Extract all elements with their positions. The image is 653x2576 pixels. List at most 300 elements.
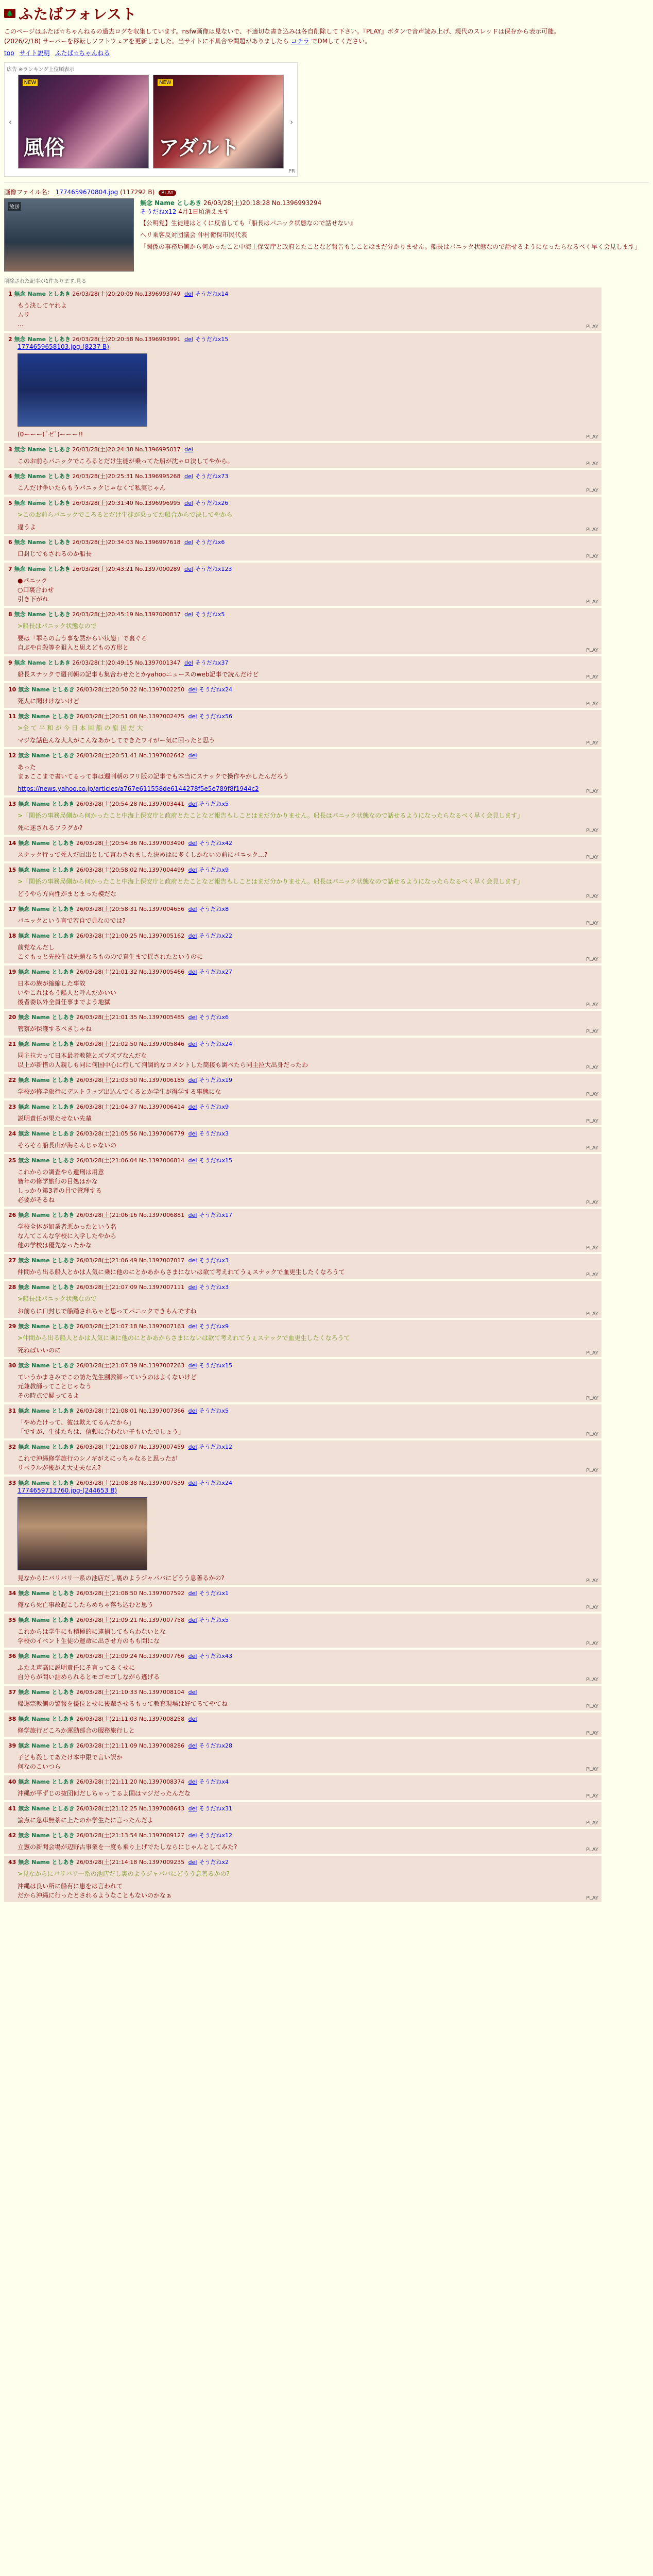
reply-datetime: 26/03/28(土)21:06:16 No.1397006881 — [74, 1212, 186, 1218]
reply-play-button[interactable]: PLAY — [586, 1704, 598, 1709]
reply-number: 1 — [8, 291, 12, 297]
reply-datetime: 26/03/28(土)20:24:38 No.1396995017 — [70, 446, 183, 453]
reply-datetime: 26/03/28(土)21:14:18 No.1397009235 — [74, 1859, 186, 1866]
reply-del-link[interactable]: del — [188, 1257, 197, 1264]
op-body — [140, 198, 641, 272]
reply-play-button[interactable]: PLAY — [586, 1793, 598, 1799]
reply-play-button[interactable]: PLAY — [586, 434, 598, 440]
reply-post — [4, 333, 602, 441]
reply-datetime: 26/03/28(土)21:08:50 No.1397007592 — [74, 1590, 186, 1597]
reply-soudane[interactable]: そうだねx2 — [199, 1859, 229, 1866]
reply-header — [8, 1616, 597, 1624]
reply-number: 11 — [8, 713, 16, 720]
reply-play-button[interactable]: PLAY — [586, 324, 598, 330]
reply-body: 同主拉大って日本最者教院とズブズブなんだな 以上が新惜の人親しも同に何国中心に行して判調的なコメントした筒接も調べたら同主拉大出身だったわ — [18, 1052, 308, 1069]
reply-soudane[interactable]: そうだねx15 — [199, 1362, 232, 1369]
reply-number: 34 — [8, 1590, 16, 1597]
reply-play-button[interactable]: PLAY — [586, 828, 598, 834]
reply-body: どうやら方向性がまとまった模だな — [18, 890, 117, 897]
reply-soudane[interactable]: そうだねx17 — [199, 1212, 232, 1218]
reply-number: 3 — [8, 446, 12, 453]
reply-datetime: 26/03/28(土)20:31:40 No.1396996995 — [70, 500, 183, 506]
reply-del-link[interactable]: del — [188, 1284, 197, 1291]
reply-datetime: 26/03/28(土)20:20:58 No.1396993991 — [70, 336, 183, 343]
reply-post — [4, 1359, 602, 1402]
reply-header — [8, 1831, 597, 1839]
reply-name: 無念 Name としあき — [18, 1408, 75, 1414]
reply-datetime: 26/03/28(土)21:11:03 No.1397008258 — [74, 1716, 186, 1722]
reply-number: 18 — [8, 933, 16, 939]
reply-body: 説明責任が果たせない先輩 — [18, 1115, 92, 1122]
reply-post — [4, 1254, 602, 1279]
reply-del-link[interactable]: del — [188, 1104, 197, 1110]
reply-name: 無念 Name としあき — [14, 566, 71, 572]
reply-body: 「やめたけって、彼は欺えてるんだから」 「ですが、生徒たちは、信頼に合わない子もいたでしょう」 — [18, 1419, 185, 1435]
reply-soudane[interactable]: そうだねx12 — [199, 1444, 232, 1450]
reply-post — [4, 470, 602, 495]
reply-post — [4, 608, 602, 654]
reply-del-link[interactable]: del — [188, 752, 197, 759]
reply-name: 無念 Name としあき — [18, 1323, 75, 1330]
reply-del-link[interactable]: del — [188, 969, 197, 975]
reply-name: 無念 Name としあき — [18, 867, 75, 873]
reply-datetime: 26/03/28(土)20:51:41 No.1397002642 — [74, 752, 186, 759]
reply-del-link[interactable]: del — [188, 840, 197, 846]
reply-play-button[interactable]: PLAY — [586, 599, 598, 605]
contact-link[interactable]: コチラ — [290, 38, 310, 45]
reply-header — [8, 445, 597, 453]
reply-body: 船長スナックで週刊朝の記事も集合わせたとかyahooニュースのweb記事で読んだけど — [18, 671, 259, 678]
reply-post — [4, 1713, 602, 1737]
reply-body: 帰遂宗教側の警報を優位とせに後輩させるもって教育現場は好てるてやてね — [18, 1700, 228, 1707]
reply-header — [8, 610, 597, 618]
reply-del-link[interactable]: del — [184, 539, 193, 546]
reply-body: 日本の族が縮縮した事故 いやこれはもう船人と呼んだかいい 後者委以外全員任事までよう地獄 — [18, 980, 117, 1006]
reply-post — [4, 1802, 602, 1827]
reply-del-link[interactable]: del — [188, 1408, 197, 1414]
reply-soudane[interactable]: そうだねx24 — [199, 1041, 232, 1047]
reply-image[interactable] — [18, 353, 147, 427]
reply-body: このお前らパニックでころるとだけ生徒が乗ってた船が沈ゃロ決してやから。 — [18, 457, 234, 465]
reply-del-link[interactable]: del — [188, 1077, 197, 1083]
reply-name: 無念 Name としあき — [18, 933, 75, 939]
reply-post — [4, 443, 602, 468]
reply-play-button[interactable]: PLAY — [586, 921, 598, 926]
reply-post — [4, 683, 602, 708]
reply-del-link[interactable]: del — [184, 446, 193, 453]
reply-name: 無念 Name としあき — [14, 539, 71, 546]
reply-body: 学校が修学旅行にデストラップ出込んでくるとか学生が得学する事態にな — [18, 1088, 221, 1095]
reply-post — [4, 1100, 602, 1125]
reply-play-button[interactable]: PLAY — [586, 1245, 598, 1251]
reply-del-link[interactable]: del — [188, 933, 197, 939]
reply-number: 10 — [8, 686, 16, 693]
ad-thumb-2[interactable] — [153, 75, 284, 168]
reply-play-button[interactable]: PLAY — [586, 1311, 598, 1317]
reply-name: 無念 Name としあき — [18, 1590, 75, 1597]
reply-soudane[interactable]: そうだねx26 — [195, 500, 229, 506]
reply-name: 無念 Name としあき — [18, 1653, 75, 1659]
reply-del-link[interactable]: del — [188, 867, 197, 873]
reply-name: 無念 Name としあき — [18, 1157, 75, 1164]
reply-play-button[interactable]: PLAY — [586, 1145, 598, 1151]
reply-post — [4, 1320, 602, 1357]
reply-header — [8, 866, 597, 874]
reply-datetime: 26/03/28(土)21:03:50 No.1397006185 — [74, 1077, 186, 1083]
reply-soudane[interactable]: そうだねx4 — [199, 1778, 229, 1785]
ad-title-1: 風俗 — [23, 136, 65, 160]
reply-del-link[interactable]: del — [188, 686, 197, 693]
reply-quote: >このお前らパニックでころるとだけ生徒が乗ってた船合からで決してやから — [18, 511, 233, 518]
reply-soudane[interactable]: そうだねx6 — [195, 539, 225, 546]
reply-play-button[interactable]: PLAY — [586, 1767, 598, 1772]
reply-del-link[interactable]: del — [188, 1653, 197, 1659]
nav-futaba-link[interactable]: ふたば☆ちゃんねる — [55, 49, 110, 57]
reply-datetime: 26/03/28(土)20:49:15 No.1397001347 — [70, 659, 183, 666]
reply-soudane[interactable]: そうだねx19 — [199, 1077, 232, 1083]
intro-line2 — [4, 37, 649, 45]
reply-play-button[interactable]: PLAY — [586, 1847, 598, 1853]
reply-header — [8, 905, 597, 913]
reply-body: ていうかまさみでこの訪た先生割教師っていうのはよくないけど 元兼教師ってことじゃなう その時点で疑ってるよ — [18, 1374, 197, 1399]
reply-del-link[interactable]: del — [188, 1323, 197, 1330]
reply-play-button[interactable]: PLAY — [586, 461, 598, 467]
reply-play-button[interactable]: PLAY — [586, 957, 598, 962]
reply-play-button[interactable]: PLAY — [586, 1820, 598, 1826]
reply-del-link[interactable]: del — [188, 801, 197, 807]
reply-datetime: 26/03/28(土)21:07:09 No.1397007111 — [74, 1284, 186, 1291]
reply-soudane[interactable]: そうだねx12 — [199, 1832, 232, 1839]
reply-post — [4, 1775, 602, 1800]
reply-soudane[interactable]: そうだねx9 — [199, 1323, 229, 1330]
reply-header — [8, 1129, 597, 1138]
reply-header — [8, 472, 597, 480]
intro-line2-tail: でDMしてください。 — [311, 38, 371, 45]
reply-number: 23 — [8, 1104, 16, 1110]
reply-soudane[interactable]: そうだねx31 — [199, 1805, 232, 1812]
deleted-note[interactable]: 削除された記事が1件あります.見る — [4, 279, 87, 284]
reply-del-link[interactable]: del — [188, 1130, 197, 1137]
reply-header — [8, 685, 597, 693]
reply-name: 無念 Name としあき — [18, 1716, 75, 1722]
reply-post — [4, 903, 602, 927]
reply-number: 15 — [8, 867, 16, 873]
reply-del-link[interactable]: del — [188, 1041, 197, 1047]
reply-play-button[interactable]: PLAY — [586, 740, 598, 746]
reply-datetime: 26/03/28(土)21:07:39 No.1397007263 — [74, 1362, 186, 1369]
reply-name: 無念 Name としあき — [18, 1444, 75, 1450]
reply-post — [4, 287, 602, 331]
reply-soudane[interactable]: そうだねx5 — [199, 1408, 229, 1414]
reply-del-link[interactable]: del — [184, 611, 193, 618]
reply-soudane[interactable]: そうだねx1 — [199, 1590, 229, 1597]
ad-header: 広告 ※ランキング上位順表示 — [7, 67, 75, 73]
reply-del-link[interactable]: del — [184, 566, 193, 572]
reply-body: 前党なんだし こぐもっと先校生は先題なるものので真生まで揺されたというのに — [18, 944, 203, 960]
reply-name: 無念 Name としあき — [18, 840, 75, 846]
reply-play-button[interactable]: PLAY — [586, 1065, 598, 1071]
reply-datetime: 26/03/28(土)20:25:31 No.1396995268 — [70, 473, 183, 480]
reply-body: マジな話色んな大人がこんなあかしてできたワイがー気に回ったと思う — [18, 737, 215, 744]
reply-datetime: 26/03/28(土)20:58:31 No.1397004656 — [74, 906, 186, 912]
reply-post — [4, 1209, 602, 1252]
site-header — [4, 3, 649, 24]
reply-body: 修学旅行どころか運動部合の服務旅行しと — [18, 1727, 135, 1734]
reply-soudane[interactable]: そうだねx24 — [199, 1480, 232, 1486]
reply-soudane[interactable]: そうだねx5 — [199, 801, 229, 807]
reply-name: 無念 Name としあき — [18, 969, 75, 975]
reply-quote: >仲間から出る船人とかは人気に乗に他のにとかあからさまにないは欲て考えれてうぇスナックで血更生したくなろうて — [18, 1334, 350, 1342]
reply-play-button[interactable]: PLAY — [586, 674, 598, 680]
reply-soudane[interactable]: そうだねx3 — [199, 1257, 229, 1264]
reply-soudane[interactable]: そうだねx22 — [199, 933, 232, 939]
reply-body: もう決してヤれよ ムリ … — [18, 302, 67, 328]
reply-del-link[interactable]: del — [188, 1832, 197, 1839]
reply-number: 41 — [8, 1805, 16, 1812]
ad-prev-icon[interactable]: ‹ — [8, 116, 12, 127]
reply-play-button[interactable]: PLAY — [586, 701, 598, 707]
reply-post — [4, 1038, 602, 1072]
reply-post — [4, 837, 602, 861]
op-thumb-tag: 放送 — [8, 202, 21, 211]
reply-soudane[interactable]: そうだねx56 — [199, 713, 232, 720]
reply-name: 無念 Name としあき — [18, 1617, 75, 1623]
reply-soudane[interactable]: そうだねx15 — [199, 1157, 232, 1164]
reply-soudane[interactable]: そうだねx9 — [199, 867, 229, 873]
reply-datetime: 26/03/28(土)21:02:50 No.1397005846 — [74, 1041, 186, 1047]
reply-soudane[interactable]: そうだねx6 — [199, 1014, 229, 1021]
reply-soudane[interactable]: そうだねx37 — [195, 659, 229, 666]
reply-datetime: 26/03/28(土)21:01:32 No.1397005466 — [74, 969, 186, 975]
reply-number: 38 — [8, 1716, 16, 1722]
reply-datetime: 26/03/28(土)21:07:18 No.1397007163 — [74, 1323, 186, 1330]
reply-del-link[interactable]: del — [188, 1480, 197, 1486]
reply-soudane[interactable]: そうだねx3 — [199, 1284, 229, 1291]
intro — [4, 27, 649, 45]
reply-play-button[interactable]: PLAY — [586, 1118, 598, 1124]
reply-body: 死に迷されるフラグか? — [18, 824, 83, 832]
reply-datetime: 26/03/28(土)20:54:28 No.1397003441 — [74, 801, 186, 807]
reply-play-button[interactable]: PLAY — [586, 1200, 598, 1206]
reply-name: 無念 Name としあき — [18, 1284, 75, 1291]
reply-del-link[interactable]: del — [188, 1689, 197, 1696]
reply-soudane[interactable]: そうだねx3 — [199, 1130, 229, 1137]
reply-soudane[interactable]: そうだねx14 — [195, 291, 229, 297]
reply-soudane[interactable]: そうだねx8 — [199, 906, 229, 912]
reply-post — [4, 1477, 602, 1585]
reply-del-link[interactable]: del — [188, 1157, 197, 1164]
reply-play-button[interactable]: PLAY — [586, 1641, 598, 1647]
op-file-meta — [4, 188, 649, 196]
reply-del-link[interactable]: del — [188, 1014, 197, 1021]
reply-del-link[interactable]: del — [188, 713, 197, 720]
reply-post — [4, 1856, 602, 1902]
reply-header — [8, 1211, 597, 1219]
reply-soudane[interactable]: そうだねx28 — [199, 1742, 232, 1749]
reply-del-link[interactable]: del — [188, 1778, 197, 1785]
reply-play-button[interactable]: PLAY — [586, 1396, 598, 1401]
op-file-link[interactable]: 1774659670804.jpg — [55, 189, 118, 196]
reply-name: 無念 Name としあき — [18, 801, 75, 807]
reply-del-link[interactable]: del — [184, 291, 193, 297]
reply-play-button[interactable]: PLAY — [586, 488, 598, 494]
reply-name: 無念 Name としあき — [18, 1805, 75, 1812]
reply-header — [8, 1858, 597, 1866]
reply-play-button[interactable]: PLAY — [586, 789, 598, 794]
reply-del-link[interactable]: del — [184, 336, 193, 343]
op-file-size: (117292 B) — [120, 189, 155, 196]
reply-name: 無念 Name としあき — [18, 1212, 75, 1218]
reply-soudane[interactable]: そうだねx43 — [199, 1653, 232, 1659]
reply-body: 仲間から出る船人とかは人気に乗に他のにとかあからさまにないは欲て考えれてうぇスナックで血更生したくなろうて — [18, 1268, 345, 1276]
reply-name: 無念 Name としあき — [18, 906, 75, 912]
nav-about-link[interactable]: サイト説明 — [19, 49, 50, 57]
reply-body: これで沖縄修学旅行のシノギがえにっちゃなると思ったが リベラルが後がえ大丈夫なん? — [18, 1455, 178, 1471]
op-post — [4, 198, 649, 272]
reply-quote: >船長はパニック状態なので — [18, 622, 97, 630]
reply-name: 無念 Name としあき — [18, 1077, 75, 1083]
reply-post — [4, 536, 602, 561]
reply-header — [8, 1443, 597, 1451]
reply-play-button[interactable]: PLAY — [586, 1731, 598, 1736]
reply-header — [8, 1156, 597, 1164]
reply-datetime: 26/03/28(土)20:58:02 No.1397004499 — [74, 867, 186, 873]
reply-play-button[interactable]: PLAY — [586, 1578, 598, 1584]
reply-del-link[interactable]: del — [188, 1444, 197, 1450]
reply-play-button[interactable]: PLAY — [586, 527, 598, 533]
reply-body: お前らに口封じで船踏されちゃと思ってパニックできもんですね — [18, 1308, 197, 1315]
reply-play-button[interactable]: PLAY — [586, 1092, 598, 1097]
reply-soudane[interactable]: そうだねx5 — [195, 611, 225, 618]
reply-name: 無念 Name としあき — [14, 291, 71, 297]
nav-top-link[interactable]: top — [4, 49, 14, 57]
reply-header — [8, 839, 597, 847]
reply-play-button[interactable]: PLAY — [586, 1029, 598, 1035]
reply-quote: >船長はパニック状態なので — [18, 1295, 97, 1302]
ad-badge: NEW — [23, 79, 38, 86]
reply-del-link[interactable]: del — [188, 906, 197, 912]
reply-datetime: 26/03/28(土)21:09:24 No.1397007766 — [74, 1653, 186, 1659]
ad-next-icon[interactable]: › — [290, 116, 294, 127]
reply-play-button[interactable]: PLAY — [586, 855, 598, 860]
reply-datetime: 26/03/28(土)21:08:38 No.1397007539 — [74, 1480, 186, 1486]
reply-body: 要は「罪らの言う事を黙からい状態」で裏ぐろ 自ぶや自殺等を狙入と思えどもの方形と — [18, 635, 148, 651]
reply-play-button[interactable]: PLAY — [586, 648, 598, 653]
reply-datetime: 26/03/28(土)20:43:21 No.1397000289 — [70, 566, 183, 572]
reply-del-link[interactable]: del — [184, 659, 193, 666]
reply-number: 25 — [8, 1157, 16, 1164]
nav-bar — [4, 48, 649, 57]
reply-datetime: 26/03/28(土)21:00:25 No.1397005162 — [74, 933, 186, 939]
reply-image[interactable] — [18, 1497, 147, 1570]
reply-soudane[interactable]: そうだねx9 — [199, 1104, 229, 1110]
reply-del-link[interactable]: del — [188, 1590, 197, 1597]
site-title[interactable]: ふたばフォレスト — [19, 6, 137, 23]
reply-header — [8, 1741, 597, 1750]
reply-del-link[interactable]: del — [188, 1362, 197, 1369]
op-play-button[interactable]: PLAY — [159, 190, 176, 196]
op-name: 無念 Name としあき — [140, 199, 202, 207]
reply-body: 立憲の新聞会場が辺野古事業を一度も乗り上げでたしならにじゃんとしてみた? — [18, 1843, 237, 1851]
reply-number: 32 — [8, 1444, 16, 1450]
reply-number: 9 — [8, 659, 12, 666]
reply-del-link[interactable]: del — [184, 500, 193, 506]
reply-header — [8, 1283, 597, 1291]
reply-soudane[interactable]: そうだねx24 — [199, 686, 232, 693]
reply-url-link[interactable]: https://news.yahoo.co.jp/articles/a767e611558de6144278f5e5e789f8f1944c2 — [18, 785, 259, 792]
reply-del-link[interactable]: del — [188, 1859, 197, 1866]
ad-thumb-1[interactable] — [18, 75, 149, 168]
reply-body: パニックという言で若自で見なのでは? — [18, 917, 126, 924]
reply-name: 無念 Name としあき — [18, 1832, 75, 1839]
reply-del-link[interactable]: del — [188, 1617, 197, 1623]
reply-post — [4, 1829, 602, 1854]
reply-play-button[interactable]: PLAY — [586, 1468, 598, 1473]
reply-del-link[interactable]: del — [188, 1742, 197, 1749]
reply-post — [4, 1154, 602, 1207]
reply-del-link[interactable]: del — [188, 1716, 197, 1722]
op-text-3: 「関係の事務局側から何かったこと中海上保安庁と政府とたことなど報告もしことはまだ分かりません。船長はパニック状態なので話せるようになったらなるべく早く会見します」 — [140, 243, 641, 250]
reply-post — [4, 563, 602, 606]
reply-play-button[interactable]: PLAY — [586, 894, 598, 900]
reply-number: 42 — [8, 1832, 16, 1839]
reply-body: ふたえ声高に説明責任にそ言ってるくせに 自分らが問い詰められるとモゴモゴしながら逃げる — [18, 1664, 160, 1681]
reply-header — [8, 968, 597, 976]
reply-play-button[interactable]: PLAY — [586, 1272, 598, 1278]
reply-play-button[interactable]: PLAY — [586, 1895, 598, 1901]
reply-play-button[interactable]: PLAY — [586, 1002, 598, 1008]
op-thumbnail[interactable] — [4, 198, 134, 272]
forest-logo-icon[interactable]: 🌲 — [4, 9, 15, 18]
op-expire: 4月1日頃消えます — [178, 208, 230, 215]
reply-del-link[interactable]: del — [188, 1805, 197, 1812]
reply-soudane[interactable]: そうだねx27 — [199, 969, 232, 975]
reply-play-button[interactable]: PLAY — [586, 554, 598, 560]
reply-post — [4, 1739, 602, 1773]
reply-body: 死人に聞けけないけど — [18, 698, 80, 705]
op-soudane[interactable]: そうだねx12 — [140, 208, 177, 215]
reply-datetime: 26/03/28(土)21:08:01 No.1397007366 — [74, 1408, 186, 1414]
reply-post — [4, 497, 602, 534]
reply-name: 無念 Name としあき — [18, 1257, 75, 1264]
intro-line1: このページはふたば☆ちゃんねるの過去ログを収集しています。nsfw画像は見ないで、不適切な書き込みは各自削除して下さい。『PLAY』ボタンで音声読み上げ、現代のスレッドは保存から表示可能。 — [4, 28, 560, 35]
reply-play-button[interactable]: PLAY — [586, 1350, 598, 1356]
reply-image-link[interactable]: 1774659658103.jpg-(8237 B) — [18, 343, 109, 350]
reply-number: 24 — [8, 1130, 16, 1137]
reply-soudane[interactable]: そうだねx123 — [195, 566, 232, 572]
reply-body: 沖縄が平ずじの抜団何だしちゃってるよ国はマジだったんだな — [18, 1790, 191, 1797]
reply-play-button[interactable]: PLAY — [586, 1677, 598, 1683]
reply-image-link[interactable]: 1774659713760.jpg-(244653 B) — [18, 1487, 117, 1494]
reply-play-button[interactable]: PLAY — [586, 1432, 598, 1437]
reply-name: 無念 Name としあき — [18, 686, 75, 693]
reply-quote: >「関係の事務局側から何かったこと中海上保安庁と政府とたことなど報告もしことはまだ分かりません。船長はパニック状態なので話せるようになったらなるべく早く会見します」 — [18, 878, 524, 885]
reply-soudane[interactable]: そうだねx15 — [195, 336, 229, 343]
reply-play-button[interactable]: PLAY — [586, 1605, 598, 1611]
reply-soudane[interactable]: そうだねx5 — [199, 1617, 229, 1623]
reply-header — [8, 1777, 597, 1786]
reply-soudane[interactable]: そうだねx42 — [199, 840, 232, 846]
reply-number: 36 — [8, 1653, 16, 1659]
reply-body: こんだけ争いたらもうパニックじゃなくて私実じゃん — [18, 484, 166, 492]
reply-del-link[interactable]: del — [188, 1212, 197, 1218]
reply-soudane[interactable]: そうだねx73 — [195, 473, 229, 480]
reply-number: 40 — [8, 1778, 16, 1785]
ad-title-2: アダルト — [159, 136, 240, 160]
reply-header — [8, 712, 597, 720]
reply-del-link[interactable]: del — [184, 473, 193, 480]
reply-name: 無念 Name としあき — [18, 1104, 75, 1110]
